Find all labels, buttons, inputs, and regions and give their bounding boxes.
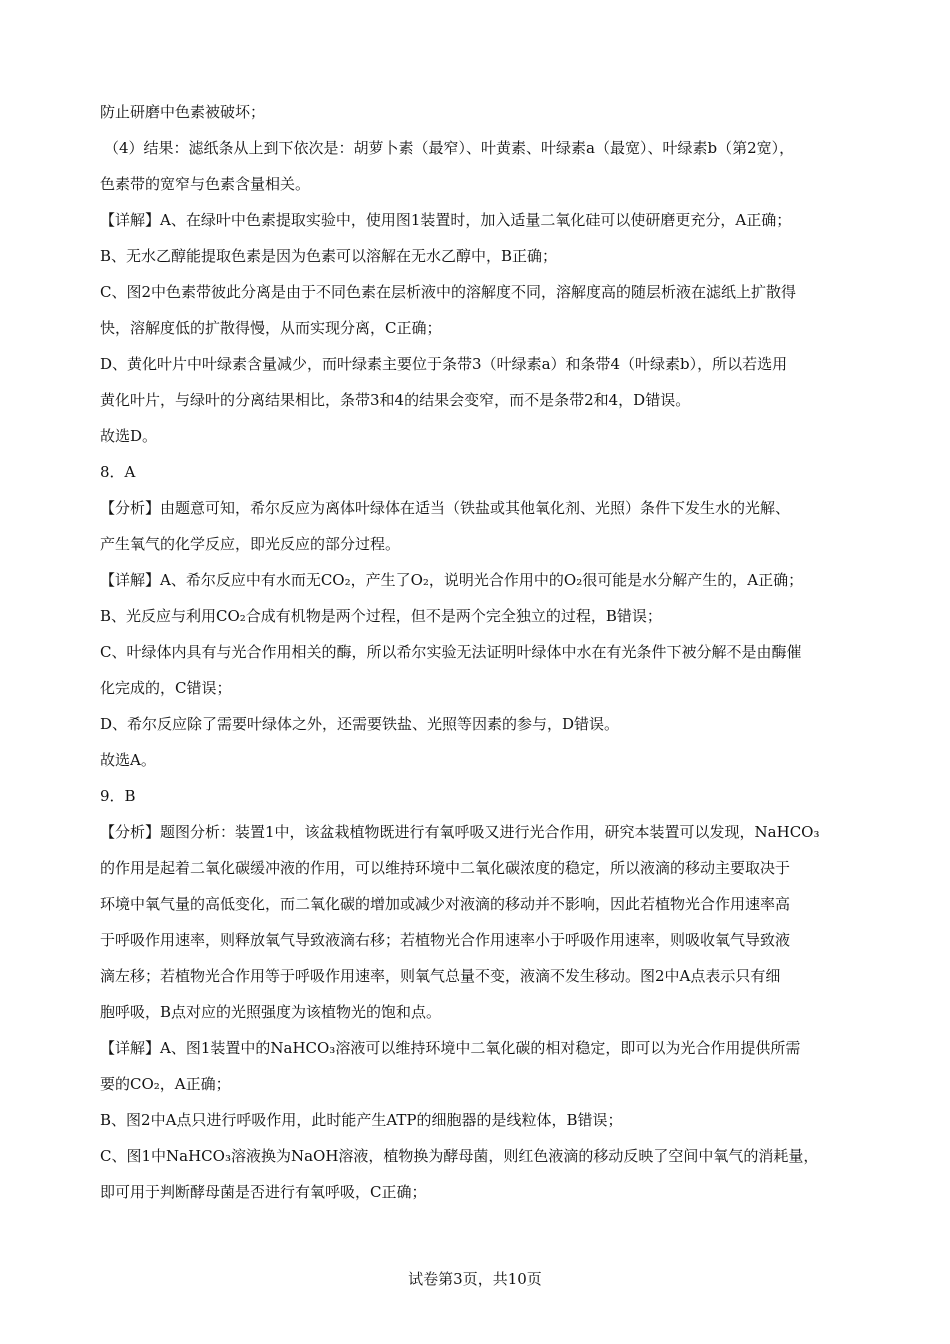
text-line: 故选D。 [100, 427, 158, 445]
question-number: 9．B [100, 787, 136, 805]
text-line: 环境中氧气量的高低变化，而二氧化碳的增加或减少对液滴的移动并不影响，因此若植物光合作用速率高 [100, 895, 791, 913]
text-line: C、叶绿体内具有与光合作用相关的酶，所以希尔实验无法证明叶绿体中水在有光条件下被分解不是由酶催 [100, 643, 802, 661]
text-line: 化完成的，C错误； [100, 679, 232, 697]
text-line: D、希尔反应除了需要叶绿体之外，还需要铁盐、光照等因素的参与，D错误。 [100, 715, 620, 733]
text-line: 产生氧气的化学反应，即光反应的部分过程。 [100, 535, 401, 553]
text-line: 【分析】题图分析：装置1中，该盆栽植物既进行有氧呼吸又进行光合作用，研究本装置可以发现，NaHCO₃ [100, 823, 820, 841]
page-footer: 试卷第3页，共10页 [408, 1270, 542, 1288]
text-line: 【分析】由题意可知，希尔反应为离体叶绿体在适当（铁盐或其他氧化剂、光照）条件下发生水的光解、 [100, 499, 791, 517]
text-line: D、黄化叶片中叶绿素含量减少，而叶绿素主要位于条带3（叶绿素a）和条带4（叶绿素b），所以若选用 [100, 355, 788, 373]
text-line: 【详解】A、希尔反应中有水而无CO₂，产生了O₂，说明光合作用中的O₂很可能是水分解产生的，A正确； [100, 571, 804, 589]
text-line: B、无水乙醇能提取色素是因为色素可以溶解在无水乙醇中，B正确； [100, 247, 558, 265]
text-line: B、图2中A点只进行呼吸作用，此时能产生ATP的细胞器的是线粒体，B错误； [100, 1111, 623, 1129]
text-line: （4）结果：滤纸条从上到下依次是：胡萝卜素（最窄）、叶黄素、叶绿素a（最宽）、叶绿素b（第2宽）， [104, 139, 795, 157]
question-number: 8．A [100, 463, 136, 481]
text-line: 快，溶解度低的扩散得慢，从而实现分离，C正确； [100, 319, 442, 337]
text-line: C、图1中NaHCO₃溶液换为NaOH溶液，植物换为酵母菌，则红色液滴的移动反映了空间中氧气的消耗量， [100, 1147, 819, 1165]
text-line: 即可用于判断酵母菌是否进行有氧呼吸，C正确； [100, 1183, 427, 1201]
text-line: 色素带的宽窄与色素含量相关。 [100, 175, 311, 193]
text-line: 黄化叶片，与绿叶的分离结果相比，条带3和4的结果会变窄，而不是条带2和4，D错误。 [100, 391, 691, 409]
text-line: 故选A。 [100, 751, 156, 769]
text-line: B、光反应与利用CO₂合成有机物是两个过程，但不是两个完全独立的过程，B错误； [100, 607, 662, 625]
text-line: C、图2中色素带彼此分离是由于不同色素在层析液中的溶解度不同，溶解度高的随层析液在滤纸上扩散得 [100, 283, 797, 301]
text-line: 于呼吸作用速率，则释放氧气导致液滴右移；若植物光合作用速率小于呼吸作用速率，则吸收氧气导致液 [100, 931, 791, 949]
text-line: 【详解】A、图1装置中的NaHCO₃溶液可以维持环境中二氧化碳的相对稳定，即可以为光合作用提供所需 [100, 1039, 801, 1057]
text-line: 【详解】A、在绿叶中色素提取实验中，使用图1装置时，加入适量二氧化硅可以使研磨更充分，A正确； [100, 211, 792, 229]
text-line: 滴左移；若植物光合作用等于呼吸作用速率，则氧气总量不变，液滴不发生移动。图2中A点表示只有细 [100, 967, 781, 985]
text-line: 的作用是起着二氧化碳缓冲液的作用，可以维持环境中二氧化碳浓度的稳定，所以液滴的移动主要取决于 [100, 859, 791, 877]
text-line: 防止研磨中色素被破坏； [100, 103, 266, 121]
text-line: 要的CO₂，A正确； [100, 1075, 231, 1093]
text-line: 胞呼吸，B点对应的光照强度为该植物光的饱和点。 [100, 1003, 442, 1021]
